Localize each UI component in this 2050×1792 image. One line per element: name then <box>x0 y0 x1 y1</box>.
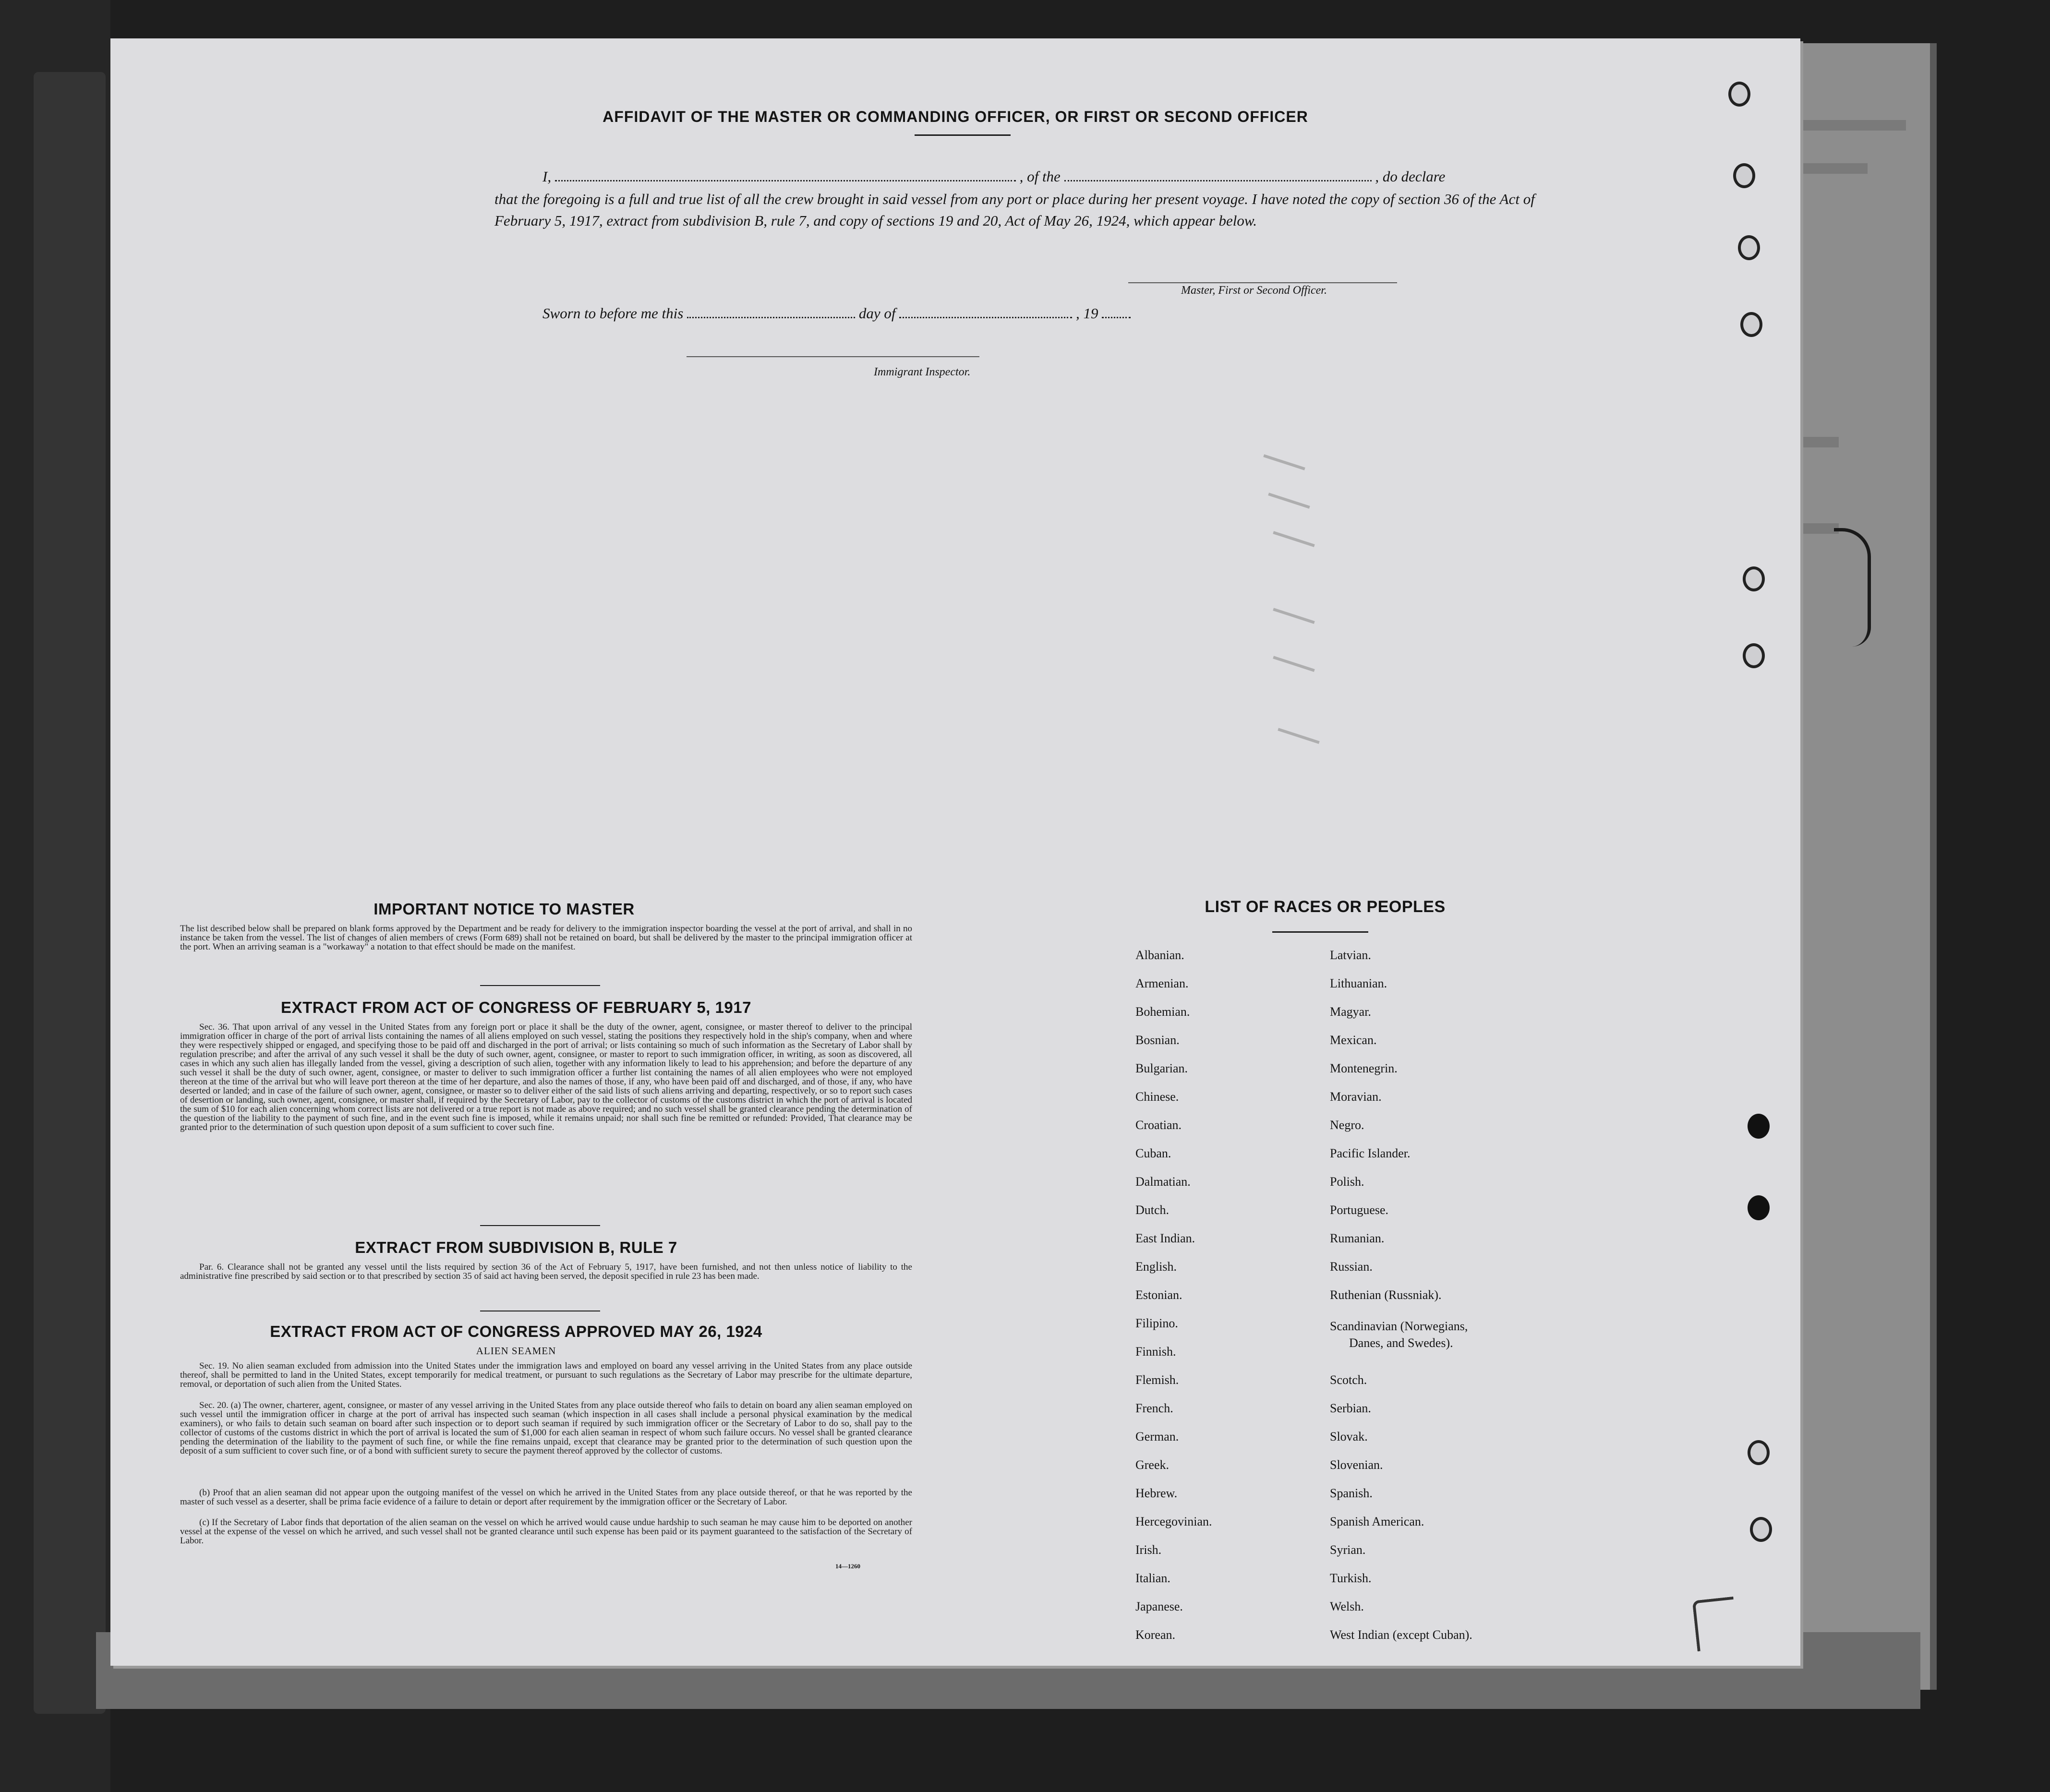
races-title: LIST OF RACES OR PEOPLES <box>1205 898 1446 916</box>
race-item: Danes, and Swedes). <box>1349 1336 1453 1350</box>
inspector-signature-line[interactable] <box>687 356 979 357</box>
race-item: Rumanian. <box>1330 1231 1385 1245</box>
race-item: French. <box>1135 1401 1173 1415</box>
extract-1917-text: Sec. 36. That upon arrival of any vessel in the United States from any foreign port or place it shall be the duty of the owner, agent, consignee, or master thereof to deliver to the principal immigration officer in charge of the port of arrival lists containing the names of all aliens employed on such vessel, stating the positions they respectively hold in the ship's company, when and where they were respectively shipped or engaged, and specifying those to be paid off and discharged in the port of arrival; or lists containing so much of such information as the Secretary of Labor shall by regulation prescribe; and after the arrival of any such vessel it shall be the duty of such owner, agent, consignee, or master to report to such immigration officer, in writing, as soon as discovered, all cases in which any such alien has illegally landed from the vessel, giving a description of such alien, together with any information likely to lead to his apprehension; and before the departure of any such vessel it shall be the duty of such owner, agent, consignee, or master to deliver to such immigration officer a further list containing the names of all alien employees who were not employed thereon at the time of the arrival but who will leave port thereon at the time of her departure, and also the names of those, if any, who have been paid off and discharged, and of those, if any, who have deserted or landed; and in case of the failure of such owner, agent, consignee, or master so to deliver either of the said lists of such aliens arriving and departing, respectively, or so to report such cases of desertion or landing, such owner, agent, consignee, or master shall, if required by the Secretary of Labor, pay to the collector of customs of the customs district in which the port of arrival is located the sum of $10 for each alien concerning whom correct lists are not delivered or a true report is not made as above required; and no such vessel shall be granted clearance pending the determination of the question of the liability to the payment of such fine, and in the event such fine is imposed, while it remains unpaid; nor shall such fine be remitted or refunded: Provided, That clearance may be granted prior to the determination of such question upon deposit of a sum sufficient to cover such fine. <box>180 1022 912 1132</box>
race-item: Bosnian. <box>1135 1033 1180 1047</box>
title-rule <box>915 134 1011 136</box>
punch-hole <box>1740 312 1762 337</box>
race-item: Japanese. <box>1135 1600 1183 1613</box>
race-item: Serbian. <box>1330 1401 1371 1415</box>
race-item: Bohemian. <box>1135 1005 1190 1019</box>
alien-seamen-subtitle: ALIEN SEAMEN <box>476 1345 556 1357</box>
signature-label: Master, First or Second Officer. <box>1181 284 1327 297</box>
race-item: Greek. <box>1135 1458 1170 1472</box>
race-item: Pacific Islander. <box>1330 1146 1411 1160</box>
extract-1924-title: EXTRACT FROM ACT OF CONGRESS APPROVED MAY 26, 1924 <box>270 1323 762 1340</box>
sworn-year-field[interactable] <box>1102 306 1131 318</box>
race-item: Dutch. <box>1135 1203 1170 1217</box>
race-item: Polish. <box>1330 1175 1364 1189</box>
race-item: Mexican. <box>1330 1033 1377 1047</box>
declarant-prefix: I, <box>543 168 552 185</box>
declare-suffix: , do declare <box>1375 168 1446 185</box>
race-item: Lithuanian. <box>1330 976 1387 990</box>
punch-hole <box>1750 1517 1772 1542</box>
punch-hole <box>1748 1195 1770 1220</box>
punch-hole <box>1748 1114 1770 1139</box>
sworn-line <box>543 305 1131 322</box>
race-item: Latvian. <box>1330 948 1371 962</box>
sec-20a-text: Sec. 20. (a) The owner, charterer, agent, consignee, or master of any vessel arriving in the United States from any place outside thereof who fails to detain on board any alien seaman employed on such vessel until the immigration officer in charge at the port of arrival has inspected such seaman (which inspection in all cases shall include a personal physical examination by the medical examiners), or who fails to detain such seaman on board after such inspection or to deport such seaman if required by such immigration officer or the Secretary of Labor to do so, shall pay to the collector of customs of the customs district in which the port of arrival is located the sum of $1,000 for each alien seaman in respect of whom such failure occurs. No vessel shall be granted clearance pending the determination of the liability to the payment of such fine, or while the fine remains unpaid, except that clearance may be granted prior to the determination of such question upon the deposit of a sum sufficient to cover such fine, or of a bond with sufficient surety to secure the payment thereof approved by the collector of customs. <box>180 1400 912 1456</box>
race-item: Bulgarian. <box>1135 1061 1188 1075</box>
sec-20b-text: (b) Proof that an alien seaman did not appear upon the outgoing manifest of the vessel on which he arrived in the United States from any place outside thereof, or that he was reported by the master of such vessel as a deserter, shall be prima facie evidence of a failure to detain or deport after requirement by the immigration officer or the Secretary of Labor. <box>180 1488 912 1507</box>
sec-19-text: Sec. 19. No alien seaman excluded from admission into the United States under the immigration laws and employed on board any vessel arriving in the United States from any place outside thereof, shall be permitted to land in the United States, except temporarily for medical treatment, or pursuant to such regulations as the Secretary of Labor may prescribe for the ultimate departure, removal, or deportation of such alien from the United States. <box>180 1361 912 1389</box>
race-item: Moravian. <box>1330 1090 1382 1104</box>
race-item: Welsh. <box>1330 1600 1364 1613</box>
punch-hole <box>1748 1440 1770 1465</box>
race-item: Slovenian. <box>1330 1458 1383 1472</box>
extract-rule7-title: EXTRACT FROM SUBDIVISION B, RULE 7 <box>355 1239 677 1256</box>
extract-rule7-text: Par. 6. Clearance shall not be granted any vessel until the lists required by section 36 of the Act of February 5, 1917, have been furnished, and not then unless notice of liability to the administrative fine prescribed by said section or to that prescribed by section 35 of said act having been served, the deposit specified in rule 23 has been made. <box>180 1262 912 1281</box>
notice-title: IMPORTANT NOTICE TO MASTER <box>374 900 635 918</box>
race-item: Montenegrin. <box>1330 1061 1398 1075</box>
form-number: 14—1260 <box>835 1563 860 1570</box>
race-item: Finnish. <box>1135 1345 1176 1359</box>
race-item: Croatian. <box>1135 1118 1182 1132</box>
race-item: Portuguese. <box>1330 1203 1389 1217</box>
races-title-rule <box>1272 931 1368 933</box>
race-item: Flemish. <box>1135 1373 1179 1387</box>
race-item: Cuban. <box>1135 1146 1171 1160</box>
punch-hole <box>1733 163 1755 188</box>
declarant-name-field[interactable] <box>555 169 1016 181</box>
vessel-prefix: , of the <box>1019 168 1061 185</box>
section-rule <box>480 1225 600 1226</box>
race-item: German. <box>1135 1430 1179 1443</box>
race-item: West Indian (except Cuban). <box>1330 1628 1472 1642</box>
section-rule <box>480 985 600 986</box>
race-item: Hercegovinian. <box>1135 1515 1212 1528</box>
race-item: Hebrew. <box>1135 1486 1178 1500</box>
inspector-label: Immigrant Inspector. <box>874 366 971 378</box>
race-item: Korean. <box>1135 1628 1176 1642</box>
punch-hole <box>1743 643 1765 668</box>
race-item: East Indian. <box>1135 1231 1195 1245</box>
race-item: Slovak. <box>1330 1430 1368 1443</box>
race-item: Magyar. <box>1330 1005 1371 1019</box>
handwritten-mark <box>1692 1597 1739 1651</box>
affidavit-title: AFFIDAVIT OF THE MASTER OR COMMANDING OFFICER, OR FIRST OR SECOND OFFICER <box>603 108 1308 125</box>
race-item: Irish. <box>1135 1543 1162 1557</box>
scanner-edge-strip <box>34 72 106 1714</box>
pen-mark <box>1834 528 1871 647</box>
signature-line[interactable] <box>1128 282 1397 283</box>
punch-hole <box>1738 235 1760 260</box>
race-item: Turkish. <box>1330 1571 1372 1585</box>
punch-hole <box>1728 82 1750 107</box>
sec-20c-text: (c) If the Secretary of Labor finds that deportation of the alien seaman on the vessel on which he arrived would cause undue hardship to such seaman he may cause him to be deported on another vessel at the expense of the vessel on which he arrived, and such vessel shall not be granted clearance until such expense has been paid or its payment guaranteed to the satisfaction of the Secretary of Labor. <box>180 1517 912 1546</box>
race-item: Scotch. <box>1330 1373 1367 1387</box>
sworn-day-field[interactable] <box>687 306 855 318</box>
race-item: Russian. <box>1330 1260 1373 1274</box>
sworn-day-of: day of <box>858 305 896 322</box>
notice-text: The list described below shall be prepared on blank forms approved by the Department and be ready for delivery to the immigration inspector boarding the vessel at the port of arrival, and shall in no instance be taken from the vessel. The list of changes of alien members of crews (Form 689) shall not be retained on board, but shall be delivered by the master to the principal immigration officer at the port. When an arriving seaman is a "workaway" a notation to that effect should be made on the manifest. <box>180 924 912 952</box>
sworn-month-field[interactable] <box>899 306 1072 318</box>
race-item: Scandinavian (Norwegians, <box>1330 1319 1468 1333</box>
race-item: Negro. <box>1330 1118 1364 1132</box>
sworn-year: , 19 <box>1075 305 1098 322</box>
race-item: Ruthenian (Russniak). <box>1330 1288 1442 1302</box>
punch-hole <box>1743 566 1765 591</box>
race-item: Albanian. <box>1135 948 1184 962</box>
race-item: Syrian. <box>1330 1543 1366 1557</box>
race-item: Estonian. <box>1135 1288 1182 1302</box>
vessel-name-field[interactable] <box>1064 169 1372 181</box>
race-item: Italian. <box>1135 1571 1170 1585</box>
race-item: Spanish American. <box>1330 1515 1424 1528</box>
sworn-prefix: Sworn to before me this <box>543 305 684 322</box>
race-item: Spanish. <box>1330 1486 1373 1500</box>
race-item: Armenian. <box>1135 976 1189 990</box>
race-item: Chinese. <box>1135 1090 1179 1104</box>
declaration-line <box>543 168 1445 185</box>
extract-1917-title: EXTRACT FROM ACT OF CONGRESS OF FEBRUARY 5, 1917 <box>281 998 751 1016</box>
race-item: Dalmatian. <box>1135 1175 1191 1189</box>
race-item: Filipino. <box>1135 1316 1178 1330</box>
document-page <box>110 38 1800 1666</box>
race-item: English. <box>1135 1260 1177 1274</box>
affidavit-text: that the foregoing is a full and true list of all the crew brought in said vessel from any port or place during her present voyage. I have noted the copy of section 36 of the Act of February 5, 1917, extract from subdivision B, rule 7, and copy of sections 19 and 20, Act of May 26, 1924, which appear below. <box>494 191 1535 229</box>
